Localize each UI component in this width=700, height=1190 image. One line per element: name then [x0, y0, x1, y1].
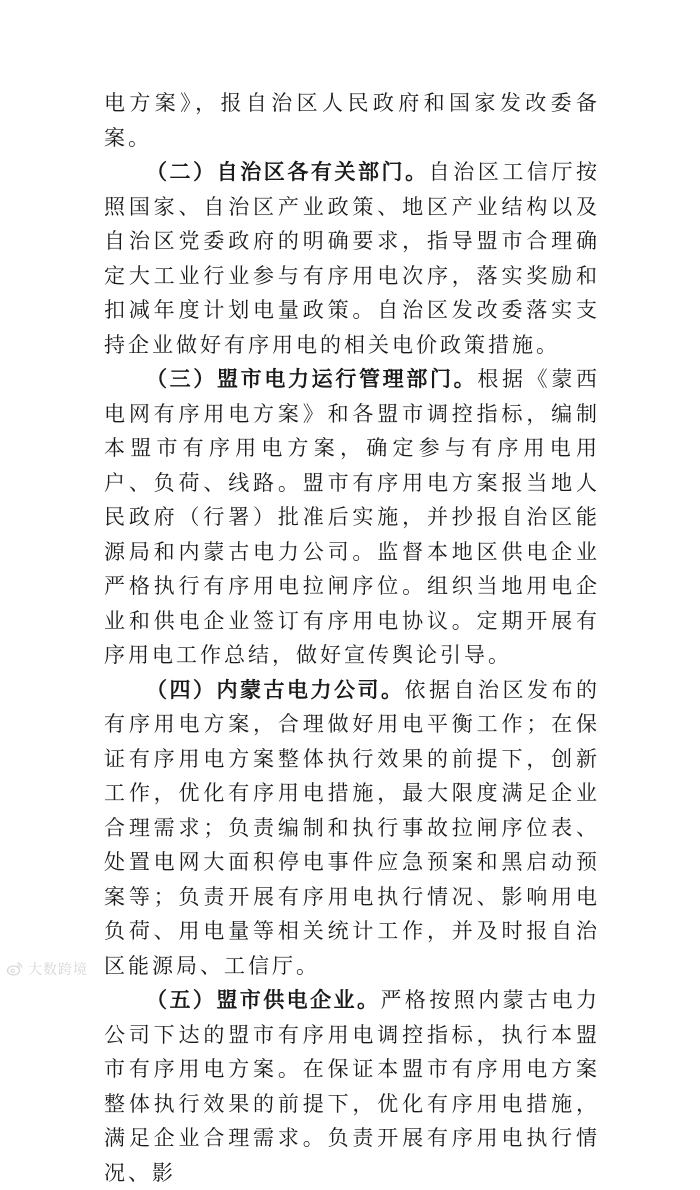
paragraph-section-2 — [104, 155, 600, 362]
watermark — [6, 959, 88, 979]
weibo-icon — [6, 960, 24, 978]
paragraph-section-4 — [104, 673, 600, 984]
paragraph-section-3 — [104, 362, 600, 673]
paragraph-section-5 — [104, 983, 600, 1190]
paragraph-text: 严格按照内蒙古电力公司下达的盟市有序用电调控指标，执行本盟市有序用电方案。在保证本盟市有序用电方案整体执行效果的前提下，优化有序用电措施，满足企业合理需求。负责开展有序用电执行情况、影 — [104, 988, 601, 1185]
section-heading: （三）盟市电力运行管理部门。 — [146, 366, 478, 391]
paragraph-continuation — [104, 86, 600, 155]
section-heading: （四）内蒙古电力公司。 — [146, 676, 405, 702]
document-body — [104, 86, 600, 1190]
section-heading: （五）盟市供电企业。 — [146, 987, 381, 1012]
paragraph-text: 自治区工信厅按照国家、自治区产业政策、地区产业结构以及自治区党委政府的明确要求，指导盟市合理确定大工业行业参与有序用电次序，落实奖励和扣减年度计划电量政策。自治区发改委落实支持企业做好有序用电的相关电价政策措施。 — [104, 160, 601, 357]
paragraph-text: 依据自治区发布的有序用电方案，合理做好用电平衡工作；在保证有序用电方案整体执行效果的前提下，创新工作，优化有序用电措施，最大限度满足企业合理需求；负责编制和执行事故拉闸序位表、处置电网大面积停电事件应急预案和黑启动预案等；负责开展有序用电执行情况、影响用电负荷、用电量等相关统计工作，并及时报自治区能源局、工信厅。 — [104, 677, 600, 978]
paragraph-text: 根据《蒙西电网有序用电方案》和各盟市调控指标，编制本盟市有序用电方案，确定参与有序用电用户、负荷、线路。盟市有序用电方案报当地人民政府（行署）批准后实施，并抄报自治区能源局和内蒙古电力公司。监督本地区供电企业严格执行有序用电拉闸序位。组织当地用电企业和供电企业签订有序用电协议。定期开展有序用电工作总结，做好宣传舆论引导。 — [104, 367, 601, 667]
watermark-text: 大数跨境 — [28, 962, 88, 978]
section-heading: （二）自治区各有关部门。 — [146, 159, 429, 184]
paragraph-text: 电方案》，报自治区人民政府和国家发改委备案。 — [104, 91, 600, 150]
